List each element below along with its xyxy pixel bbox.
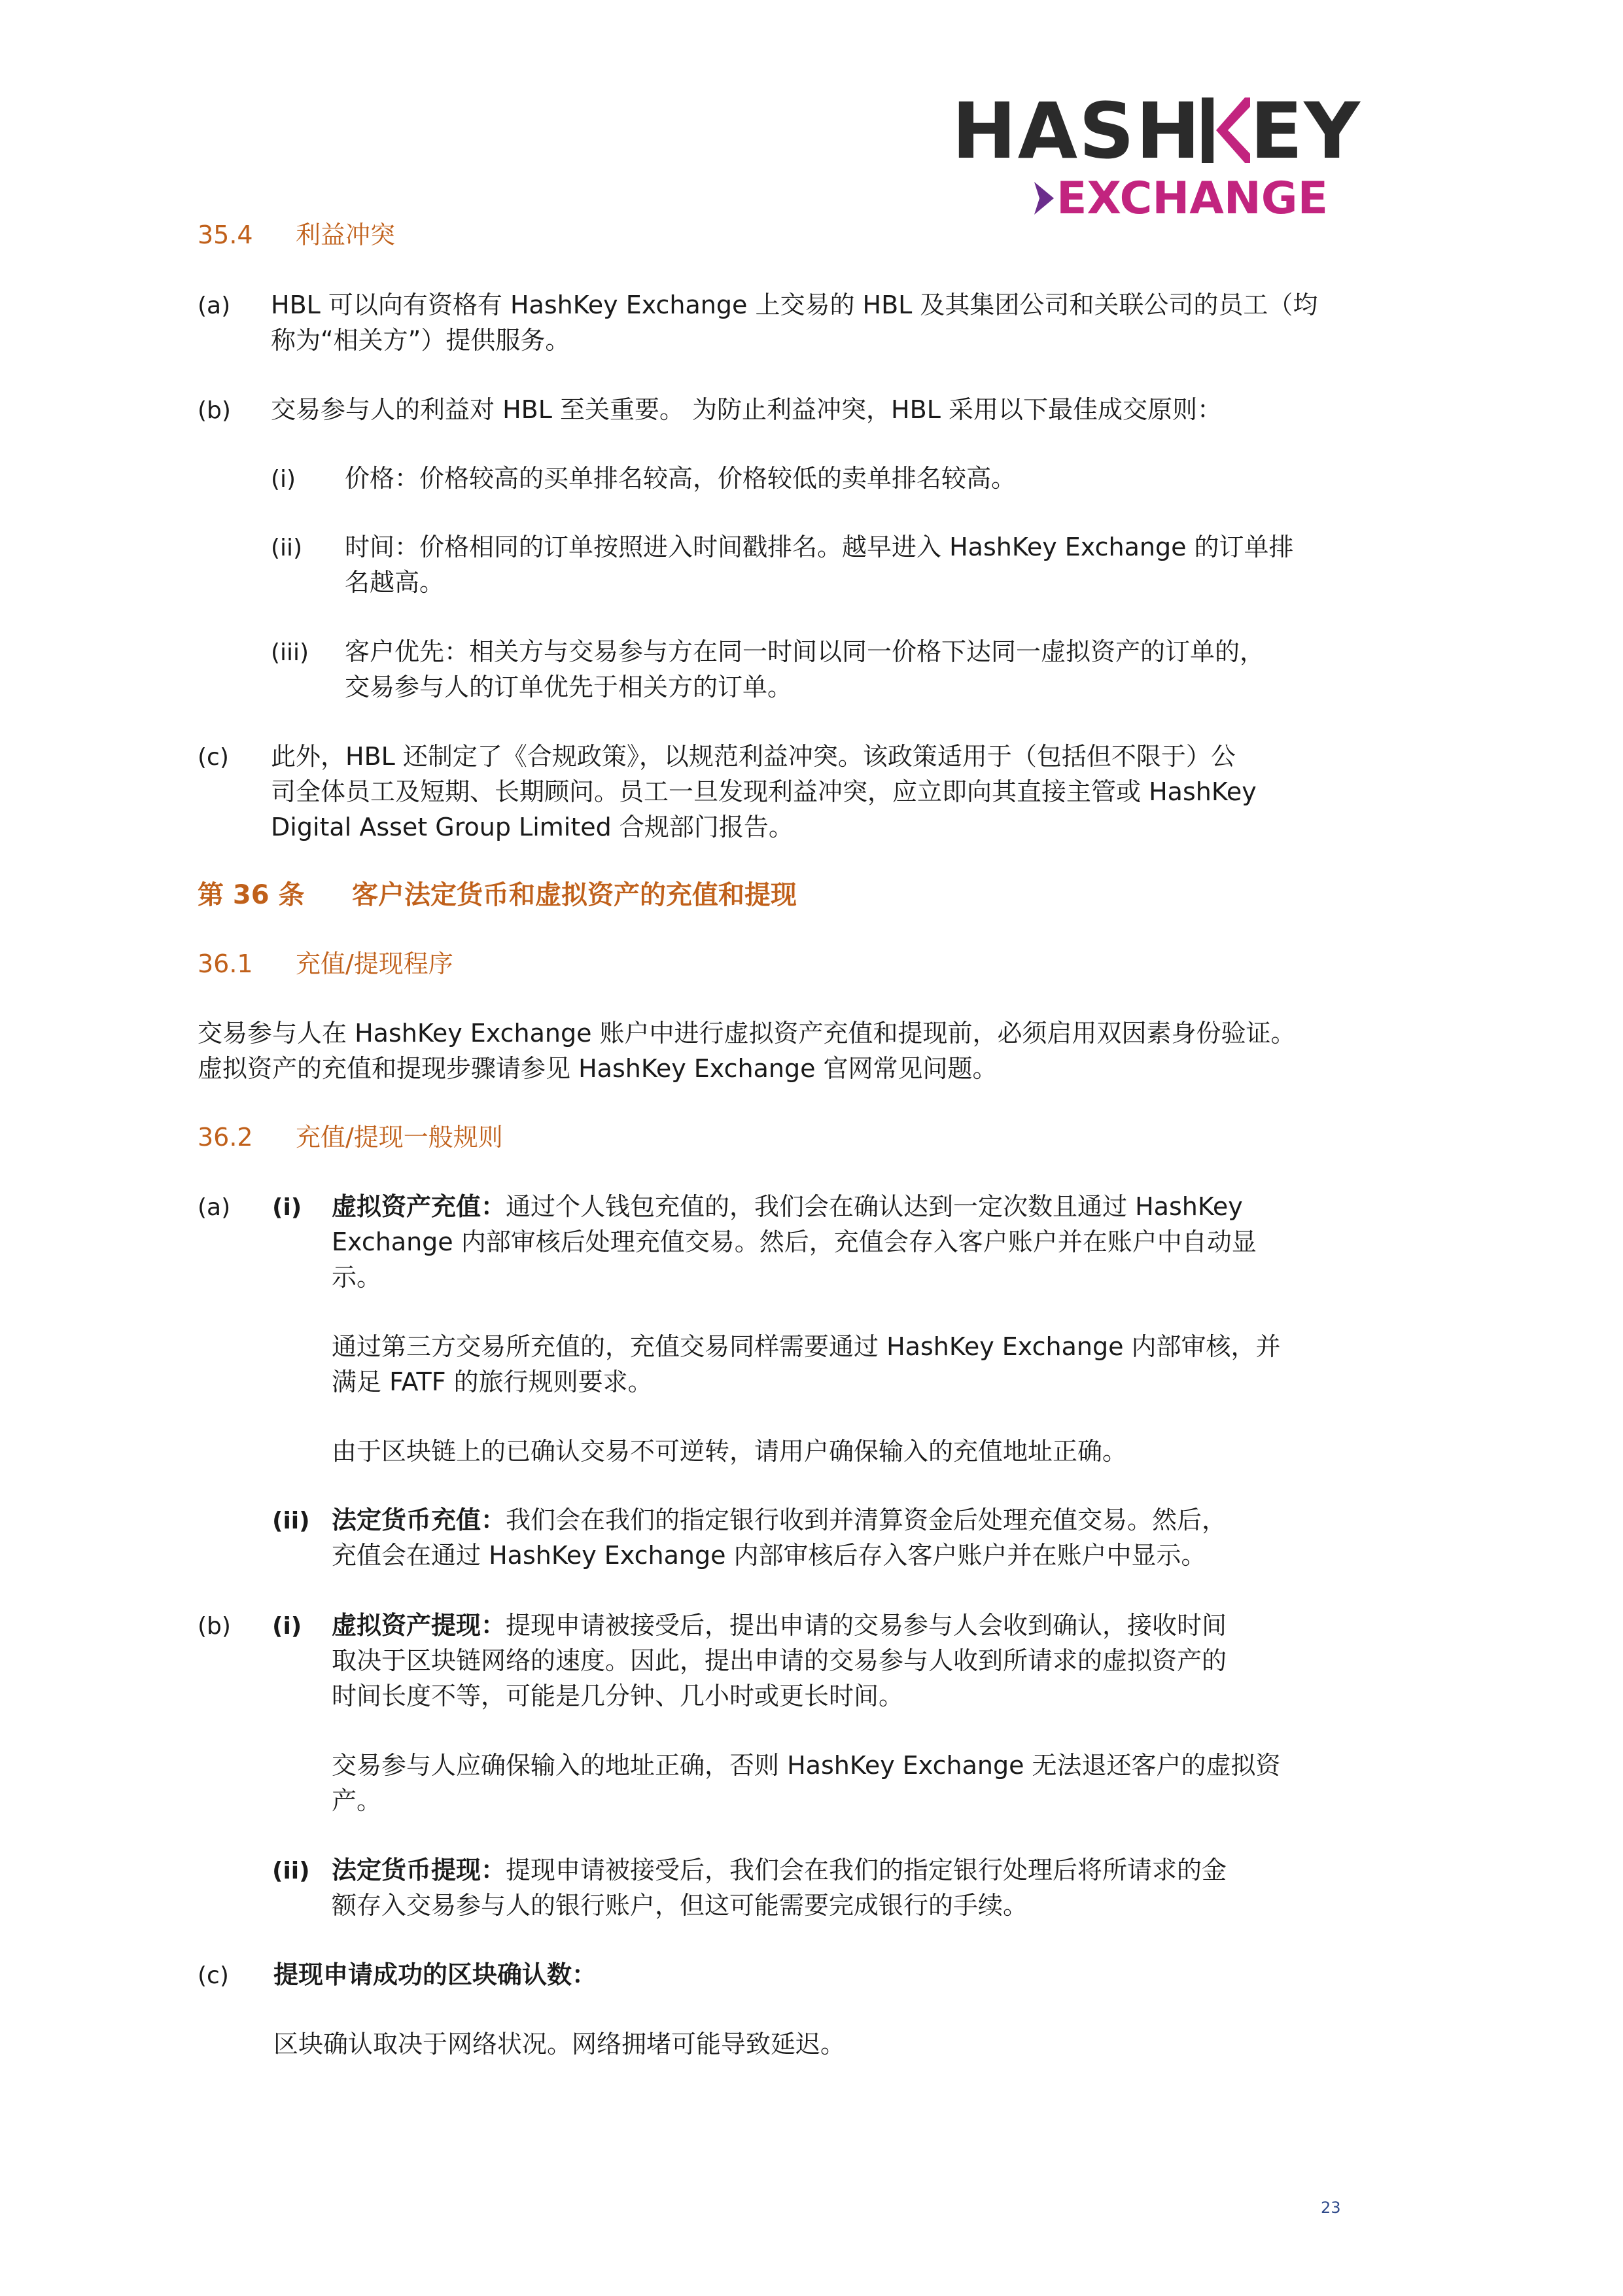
rule-a-i-heading: 虚拟资产充值： — [332, 1192, 506, 1221]
rule-b-ii-heading: 法定货币提现： — [332, 1856, 506, 1884]
section-36-1-line: 虚拟资产的充值和提现步骤请参见 HashKey Exchange 官网常见问题。 — [198, 1054, 998, 1083]
rule-b-ii-line: 额存入交易参与人的银行账户，但这可能需要完成银行的手续。 — [332, 1891, 1028, 1920]
item-b-ii-line: 时间：价格相同的订单按照进入时间戳排名。越早进入 HashKey Exchange 的订单排 — [345, 533, 1294, 561]
rule-b-i-text: 提现申请被接受后，提出申请的交易参与人会收到确认，接收时间 — [506, 1611, 1227, 1640]
page-number: 23 — [1321, 2199, 1341, 2217]
k-shape-icon — [1202, 97, 1250, 163]
item-b-ii-marker: (ii) — [271, 535, 303, 561]
rule-a-ii-heading: 法定货币充值： — [332, 1506, 506, 1534]
item-b-i-line: 价格：价格较高的买单排名较高，价格较低的卖单排名较高。 — [345, 464, 1017, 493]
logo-k-mark — [1202, 97, 1250, 162]
item-b-marker: (b) — [198, 397, 231, 424]
logo-exchange: EXCHANGE — [1056, 173, 1329, 224]
item-b-iii-line: 客户优先：相关方与交易参与方在同一时间以同一价格下达同一虚拟资产的订单的， — [345, 637, 1265, 666]
rule-c-marker: (c) — [198, 1962, 229, 1989]
section-35-4-number: 35.4 — [198, 221, 253, 249]
item-a-marker: (a) — [198, 292, 231, 319]
rule-b-i-line: 时间长度不等，可能是几分钟、几小时或更长时间。 — [332, 1682, 904, 1710]
rule-a-i-para2-line: 满足 FATF 的旅行规则要求。 — [332, 1368, 653, 1396]
rule-a-ii-marker: (ii) — [272, 1508, 310, 1534]
item-a-line: HBL 可以向有资格有 HashKey Exchange 上交易的 HBL 及其集团公司和关联公司的员工（均 — [271, 291, 1318, 319]
item-c-line: 司全体员工及短期、长期顾问。员工一旦发现利益冲突，应立即向其直接主管或 HashKey — [271, 777, 1257, 806]
rule-a-i-para2-line: 通过第三方交易所充值的，充值交易同样需要通过 HashKey Exchange 内部审核，并 — [332, 1332, 1281, 1361]
hashkey-logo — [952, 86, 1361, 229]
section-36-2-title: 充值/提现一般规则 — [296, 1123, 503, 1152]
rule-c-line: 区块确认取决于网络状况。网络拥堵可能导致延迟。 — [273, 2030, 846, 2058]
rule-b-ii-text: 提现申请被接受后，我们会在我们的指定银行处理后将所请求的金 — [506, 1856, 1227, 1884]
rule-b-marker: (b) — [198, 1613, 231, 1640]
rule-a-i-line: 示。 — [332, 1263, 382, 1292]
section-36-2-number: 36.2 — [198, 1123, 253, 1152]
rule-a-i-para3-line: 由于区块链上的已确认交易不可逆转，请用户确保输入的充值地址正确。 — [332, 1437, 1128, 1466]
rule-b-i-heading: 虚拟资产提现： — [332, 1611, 506, 1640]
logo-play-icon — [1034, 182, 1054, 217]
rule-a-i-line: Exchange 内部审核后处理充值交易。然后，充值会存入客户账户并在账户中自动显 — [332, 1227, 1257, 1256]
section-36-1-line: 交易参与人在 HashKey Exchange 账户中进行虚拟资产充值和提现前，必须启用双因素身份验证。 — [198, 1019, 1296, 1048]
item-b-iii-marker: (iii) — [271, 639, 309, 666]
rule-b-i-line: 取决于区块链网络的速度。因此，提出申请的交易参与人收到所请求的虚拟资产的 — [332, 1646, 1227, 1675]
item-c-line: Digital Asset Group Limited 合规部门报告。 — [271, 813, 794, 841]
section-36-1-title: 充值/提现程序 — [296, 949, 453, 978]
item-b-iii-line: 交易参与人的订单优先于相关方的订单。 — [345, 673, 793, 701]
rule-a-ii-line: 充值会在通过 HashKey Exchange 内部审核后存入客户账户并在账户中显示。 — [332, 1541, 1206, 1570]
item-a-line: 称为“相关方”）提供服务。 — [271, 326, 570, 355]
article-36-title: 客户法定货币和虚拟资产的充值和提现 — [352, 880, 797, 910]
logo-text-hash: HASH — [952, 86, 1202, 176]
rule-a-i-line — [332, 1188, 1243, 1225]
rule-c-heading: 提现申请成功的区块确认数： — [273, 1960, 597, 1989]
rule-a-i-text: 通过个人钱包充值的，我们会在确认达到一定次数且通过 HashKey — [506, 1192, 1243, 1221]
item-b-ii-line: 名越高。 — [345, 568, 445, 597]
rule-b-i-para2-line: 交易参与人应确保输入的地址正确，否则 HashKey Exchange 无法退还客户的虚拟资 — [332, 1751, 1281, 1780]
rule-a-marker: (a) — [198, 1194, 231, 1221]
logo-text-ey: EY — [1249, 86, 1361, 176]
logo-wordmark — [952, 86, 1361, 176]
item-b-i-marker: (i) — [271, 466, 296, 493]
section-36-1-number: 36.1 — [198, 949, 253, 978]
rule-a-i-marker: (i) — [272, 1194, 302, 1221]
item-c-line: 此外，HBL 还制定了《合规政策》，以规范利益冲突。该政策适用于（包括但不限于）公 — [271, 742, 1236, 771]
rule-b-i-para2-line: 产。 — [332, 1786, 382, 1815]
rule-b-ii-marker: (ii) — [272, 1858, 310, 1884]
rule-b-i-line — [332, 1607, 1227, 1644]
article-36-number: 第 36 条 — [198, 880, 305, 910]
rule-b-i-marker: (i) — [272, 1613, 302, 1640]
rule-b-ii-line — [332, 1852, 1227, 1888]
item-c-marker: (c) — [198, 744, 229, 771]
rule-a-ii-text: 我们会在我们的指定银行收到并清算资金后处理充值交易。然后， — [506, 1506, 1227, 1534]
section-35-4-title: 利益冲突 — [296, 221, 396, 249]
item-b-line: 交易参与人的利益对 HBL 至关重要。 为防止利益冲突，HBL 采用以下最佳成交原则： — [271, 395, 1222, 424]
rule-a-ii-line — [332, 1502, 1227, 1538]
